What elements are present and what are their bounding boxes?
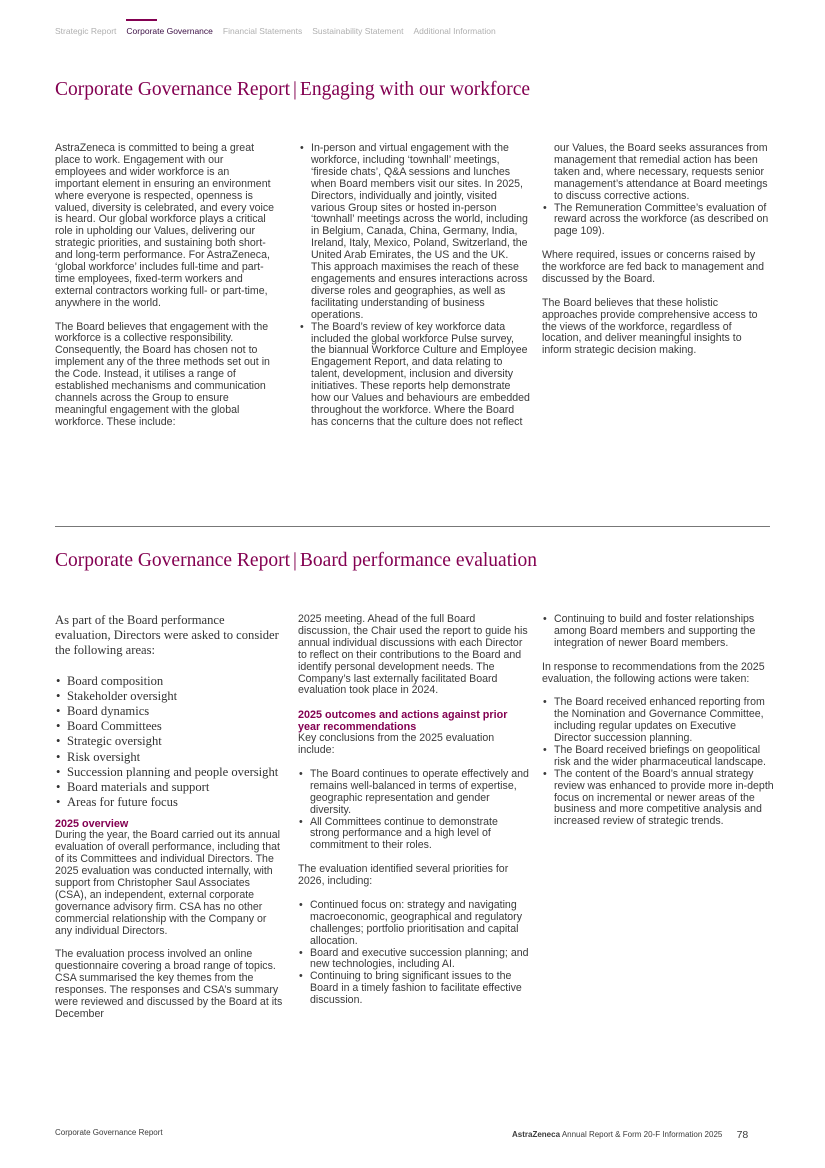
list-item: • The Board received enhanced reporting from the Nomination and Governance Committee, including regular updates on Executive Director succession planning. (554, 697, 774, 745)
title-separator: | (293, 79, 297, 100)
page-number: 78 (736, 1129, 749, 1141)
list-item: • Stakeholder oversight (67, 689, 283, 704)
list-item: • Areas for future focus (67, 795, 283, 810)
section-title-main: Corporate Governance Report (55, 79, 290, 100)
section-title-workforce (55, 79, 530, 101)
list-item: • Risk oversight (67, 750, 283, 765)
workforce-paragraph: The Board believes that these holistic approaches provide comprehensive access to the views of the workforce, regardless of location, and deliver meaningful insights to inform strategic decision making. (542, 296, 758, 357)
list-item: • The Board’s review of key workforce data included the global workforce Pulse survey, the biannual Workforce Culture and Employee Engagement Report, and data relating to talent, development, inclusion and diversity initiatives. These reports help demonstrate how our Values and behaviours are embedded throughout the workforce. Where the Board has concerns that the culture does not reflect (311, 322, 531, 429)
nav-tab-sustainability-statement[interactable]: Sustainability Statement (312, 26, 404, 36)
evaluation-intro: As part of the Board performance evaluation, Directors were asked to consider the following areas: (55, 613, 279, 658)
evaluation-paragraph: Key conclusions from the 2025 evaluation include: (298, 732, 495, 757)
overview-heading: 2025 overview (55, 818, 129, 831)
evaluation-column-1 (55, 613, 283, 1033)
section-title-sub: Board performance evaluation (299, 550, 538, 571)
list-item: • Board and executive succession planning; and new technologies, including AI. (310, 948, 530, 972)
title-separator: | (293, 550, 297, 571)
list-item: • Board Committees (67, 719, 283, 734)
evaluation-paragraph: During the year, the Board carried out its annual evaluation of overall performance, including that of its Committees and individual Directors. The 2025 evaluation was conducted internally, with support from Christopher Saul Associates (CSA), an independent, external corporate governance advisory firm. CSA has no other commercial relationship with the Company or any individual Directors. (55, 829, 280, 937)
section-title-evaluation (55, 550, 537, 572)
evaluation-column-2 (298, 614, 530, 1019)
list-item: • The content of the Board’s annual strategy review was enhanced to provide more in-depth focus on incremental or newer areas of the business and more competitive analysis and increased review of strategic trends. (554, 769, 774, 829)
section-title-sub: Engaging with our workforce (299, 79, 531, 100)
list-item: • Continuing to build and foster relationships among Board members and supporting the integration of newer Board members. (554, 614, 774, 650)
list-item: • The Remuneration Committee’s evaluation of reward across the workforce (as described on page 109). (554, 203, 772, 239)
outcomes-heading: 2025 outcomes and actions against prior year recommendations (298, 709, 508, 734)
section-title-main: Corporate Governance Report (55, 550, 290, 571)
footer-report-title: Annual Report & Form 20-F Information 2025 (561, 1130, 723, 1139)
evaluation-column-3 (542, 614, 774, 840)
engagement-list (299, 143, 531, 429)
footer-report-info (512, 1128, 748, 1140)
evaluation-paragraph: The evaluation identified several priorities for 2026, including: (298, 863, 509, 888)
section-divider (55, 526, 770, 527)
list-item: • The Board continues to operate effectively and remains well-balanced in terms of expertise, geographic representation and gender diversity. (310, 769, 530, 817)
list-item: • Board dynamics (67, 704, 283, 719)
nav-tab-financial-statements[interactable]: Financial Statements (222, 26, 303, 36)
list-item: • The Board received briefings on geopolitical risk and the wider pharmaceutical landscape. (554, 745, 774, 769)
workforce-column-2 (299, 143, 531, 441)
actions-list (542, 697, 774, 828)
priorities-list-cont (542, 614, 774, 650)
list-item: • Continuing to bring significant issues to the Board in a timely fashion to facilitate effective discussion. (310, 971, 530, 1007)
nav-tab-strategic-report[interactable]: Strategic Report (55, 26, 117, 36)
nav-tab-corporate-governance[interactable]: Corporate Governance (126, 26, 213, 36)
section-nav (55, 26, 506, 36)
footer-brand: AstraZeneca (512, 1130, 561, 1139)
evaluation-areas-list (55, 674, 283, 811)
workforce-paragraph: The Board believes that engagement with the workforce is a collective responsibility. Consequently, the Board has chosen not to implement any of the three methods set out in the Code. Instead, it utilises a range of established mechanisms and communication channels across the Group to ensure meaningful engagement with the global workforce. These include: (55, 320, 270, 428)
footer-section-label: Corporate Governance Report (55, 1128, 163, 1137)
list-item: • Continued focus on: strategy and navigating macroeconomic, geographical and regulatory challenges; portfolio prioritisation and capital allocation. (310, 900, 530, 948)
workforce-paragraph: AstraZeneca is committed to being a great place to work. Engagement with our employees and wider workforce is an important element in ensuring an environment where everyone is respected, openness is valued, diversity is celebrated, and every voice is heard. Our global workforce plays a critical role in upholding our Values, delivering our strategic priorities, and sustaining both short- and long-term performance. For AstraZeneca, ‘global workforce’ includes full-time and part-time employees, fixed-term workers and external contractors working full- or part-time, anywhere in the world. (55, 142, 275, 309)
evaluation-paragraph: The evaluation process involved an online questionnaire covering a broad range of topics. CSA summarised the key themes from the responses. The responses and CSA’s summary were reviewed and discussed by the Board at its December (55, 948, 283, 1020)
conclusions-list (298, 769, 530, 852)
nav-tab-additional-information[interactable]: Additional Information (413, 26, 496, 36)
list-item: • Succession planning and people oversight (67, 765, 283, 780)
list-item: • Board composition (67, 674, 283, 689)
workforce-column-3 (542, 143, 772, 369)
list-item-continuation: our Values, the Board seeks assurances from management that remedial action has been taken and, where necessary, requests senior management’s attendance at Board meetings to discuss corrective actions. (554, 142, 768, 202)
evaluation-paragraph: In response to recommendations from the 2025 evaluation, the following actions were taken: (542, 660, 765, 685)
priorities-list (298, 900, 530, 1007)
workforce-paragraph: Where required, issues or concerns raised by the workforce are fed back to management and discussed by the Board. (542, 249, 765, 285)
list-item: • All Committees continue to demonstrate strong performance and a high level of commitment to their roles. (310, 817, 530, 853)
engagement-list-cont (542, 203, 772, 239)
evaluation-paragraph: 2025 meeting. Ahead of the full Board discussion, the Chair used the report to guide his annual individual discussions with each Director to reflect on their contributions to the Board and identify personal development needs. The Company’s last externally facilitated Board evaluation took place in 2024. (298, 613, 528, 697)
list-item: • Board materials and support (67, 780, 283, 795)
list-item: • Strategic oversight (67, 734, 283, 749)
list-item: • In-person and virtual engagement with the workforce, including ‘townhall’ meetings, ‘fireside chats’, Q&A sessions and lunches when Board members visit our sites. In 2025, Directors, individually and jointly, visited various Group sites or hosted in-person ‘townhall’ meetings across the world, including in Belgium, Canada, China, Germany, India, Ireland, Italy, Mexico, Poland, Switzerland, the United Arab Emirates, the US and the UK. This approach maximises the reach of these engagements and ensures interactions across diverse roles and geographies, as well as facilitating understanding of business operations. (311, 143, 531, 322)
workforce-column-1 (55, 143, 275, 441)
